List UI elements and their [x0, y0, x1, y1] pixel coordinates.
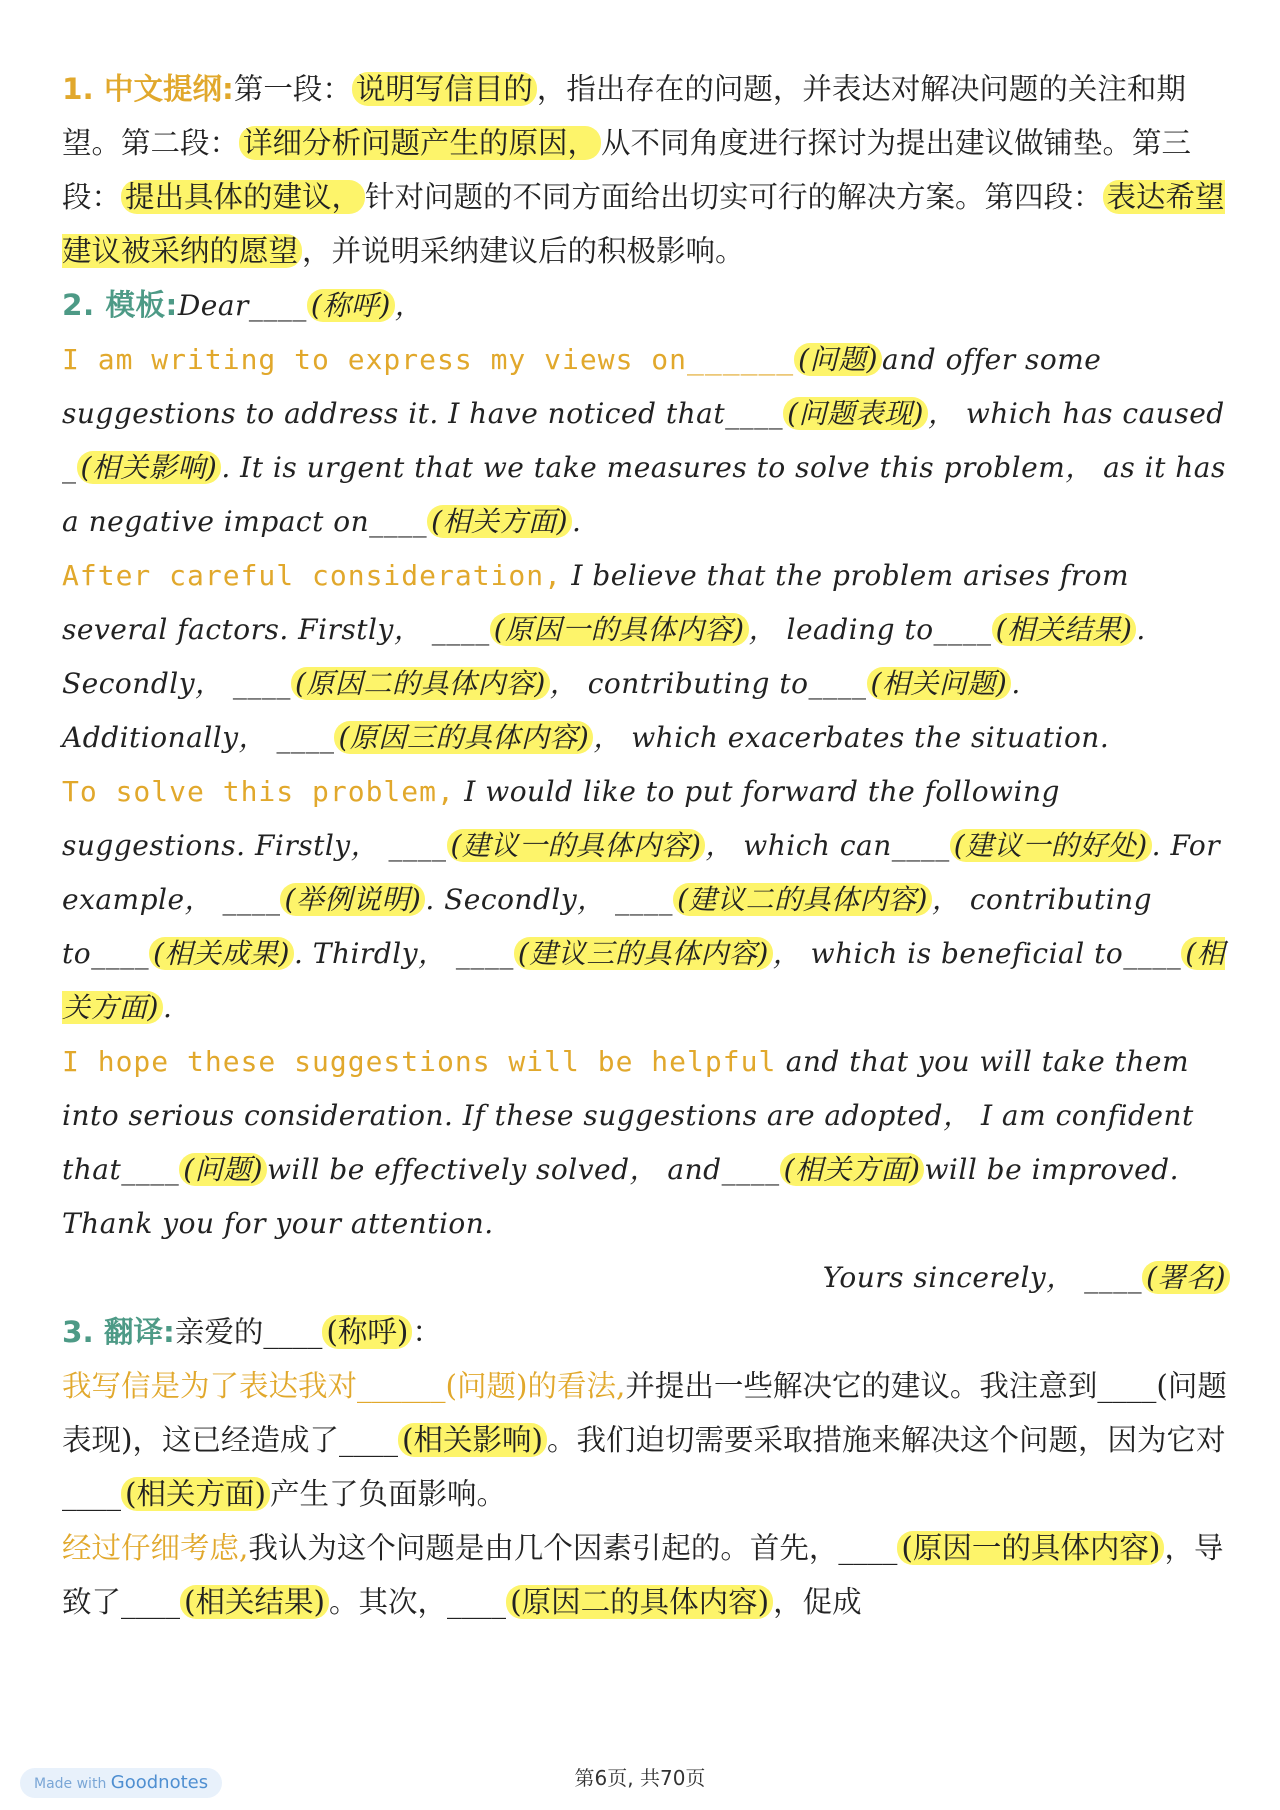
highlight: (建议一的具体内容): [447, 829, 706, 862]
section-1-outline: 1. 中文提纲:第一段： 说明写信目的 ，指出存在的问题，并表达对解决问题的关注和期望。第二段： 详细分析问题产生的原因， 从不同角度进行探讨为提出建议做铺垫。第三段： 提出具体的建议， 针对问题的不同方面给出切实可行的解决方案。第四段： 表达希望建议被采纳的愿望 ，并说明采纳建议后的积极影响。: [62, 72, 1225, 268]
goodnotes-badge: Made with Goodnotes: [20, 1768, 222, 1798]
section-3-heading: 3. 翻译:: [62, 1315, 175, 1349]
highlight: (原因二的具体内容): [506, 1585, 773, 1619]
highlight: (相关方面): [427, 505, 572, 538]
template-paragraph-2: After careful consideration, I believe that the problem arises from several factors. Firstly， ____ (原因一的具体内容) ， leading to____ (相关结果) . Secondly， ____ (原因二的具体内容) ， contributing to____ (相关问题) . Additionally， ____ (原因三的具体内容) ， which exacerbates the situation.: [62, 559, 1146, 754]
highlight: (称呼): [307, 289, 395, 322]
section-1-heading: 1. 中文提纲:: [62, 72, 234, 106]
highlight: (举例说明): [280, 883, 425, 916]
section-3-greeting: 3. 翻译:亲爱的____ (称呼) ：: [62, 1315, 442, 1349]
highlight: (称呼): [322, 1315, 412, 1349]
page-number: 第6页, 共70页: [574, 1766, 706, 1790]
translation-paragraph-1: 我写信是为了表达我对______(问题)的看法,并提出一些解决它的建议。我注意到____(问题表现)，这已经造成了____ (相关影响) 。我们迫切需要采取措施来解决这个问题，因为它对____ (相关方面) 产生了负面影响。: [62, 1369, 1227, 1511]
closing-thanks: Thank you for your attention.: [62, 1207, 494, 1240]
highlight: 详细分析问题产生的原因，: [239, 126, 601, 160]
highlight: (建议一的好处): [950, 829, 1152, 862]
section-2-greeting: 2. 模板:Dear____ (称呼) ，: [62, 288, 424, 322]
highlight: (问题): [179, 1153, 267, 1186]
template-paragraph-1: I am writing to express my views on______ (问题) and offer some suggestions to address it. I have noticed that____ (问题表现) ， which has caused _ (相关影响) . It is urgent that we take measures to solve this problem， as it has a negative impact on____ (相关方面) .: [62, 343, 1226, 538]
highlight: (相关方面): [62, 937, 1226, 1024]
highlight: (相关影响): [398, 1423, 547, 1457]
highlight: (相关影响): [77, 451, 222, 484]
signature-line: Yours sincerely， ____ (署名): [62, 1251, 1230, 1305]
highlight: (原因二的具体内容): [291, 667, 550, 700]
template-paragraph-4: I hope these suggestions will be helpful and that you will take them into serious consideration. If these suggestions are adopted， I am confident that____ (问题) will be effectively solved， and____ (相关方面) will be improved.: [62, 1045, 1194, 1186]
highlight: (相关方面): [121, 1477, 270, 1511]
highlight: (问题表现): [783, 397, 928, 430]
highlight: (原因一的具体内容): [490, 613, 749, 646]
highlight: 表达希望建议被采纳的愿望: [62, 180, 1225, 268]
highlight: (相关结果): [180, 1585, 329, 1619]
document-page: [62, 62, 1230, 1629]
highlight: (相关问题): [867, 667, 1012, 700]
section-2-heading: 2. 模板:: [62, 288, 178, 322]
highlight: (相关结果): [992, 613, 1137, 646]
highlight: 提出具体的建议，: [121, 180, 365, 214]
translation-paragraph-2: 经过仔细考虑,我认为这个问题是由几个因素引起的。首先，____ (原因一的具体内容) ，导致了____ (相关结果) 。其次，____ (原因二的具体内容) ，促成: [62, 1531, 1224, 1619]
template-paragraph-3: To solve this problem, I would like to put forward the following suggestions. Firstly， ____ (建议一的具体内容) ， which can____ (建议一的好处) . For example， ____ (举例说明) . Secondly， ____ (建议二的具体内容) ， contributing to____ (相关成果) . Thirdly， ____ (建议三的具体内容) ， which is beneficial to____ (相关方面) .: [62, 775, 1226, 1024]
highlight: 说明写信目的: [352, 72, 537, 106]
highlight: (建议二的具体内容): [673, 883, 932, 916]
highlight: (建议三的具体内容): [514, 937, 773, 970]
highlight: (相关成果): [149, 937, 294, 970]
highlight: (原因三的具体内容): [334, 721, 593, 754]
highlight: (相关方面): [780, 1153, 925, 1186]
highlight: (原因一的具体内容): [897, 1531, 1164, 1565]
highlight: (署名): [1142, 1261, 1230, 1294]
highlight: (问题): [794, 343, 882, 376]
